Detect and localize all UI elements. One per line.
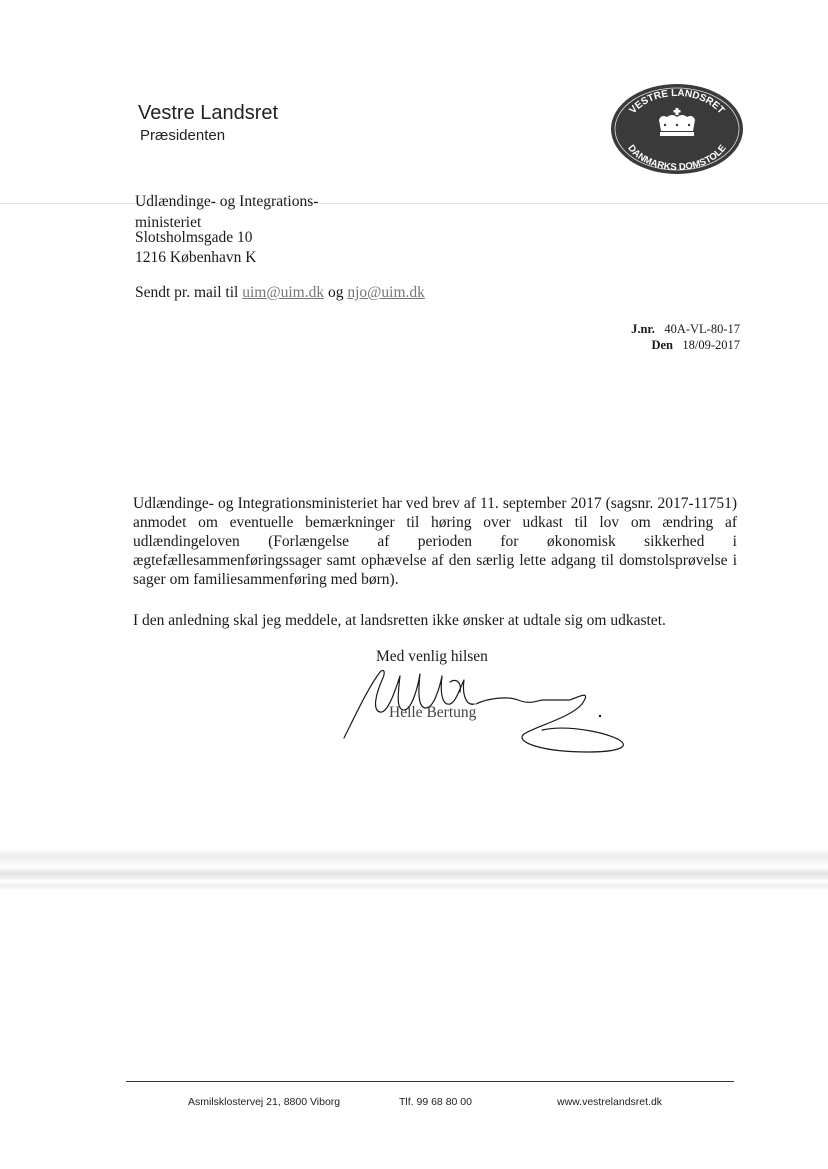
seal-top-text: VESTRE LANDSRET — [627, 87, 727, 117]
sent-by-conjunction: og — [327, 284, 344, 301]
footer-website[interactable]: www.vestrelandsret.dk — [557, 1096, 663, 1108]
handwritten-signature — [338, 658, 638, 758]
letter-date-label: Den — [651, 338, 673, 352]
seal-bottom-text: DANMARKS DOMSTOLE — [625, 142, 729, 174]
recipient-address-line: 1216 København K — [135, 249, 257, 266]
footer-phone: Tlf. 99 68 80 00 — [399, 1096, 472, 1108]
sent-by-prefix: Sendt pr. mail til — [135, 284, 239, 301]
court-seal — [609, 82, 745, 176]
recipient-address-line: Udlændinge- og Integrations- — [135, 193, 319, 210]
sent-by-mail — [135, 284, 425, 302]
letter-date — [651, 338, 740, 353]
signer-name: Helle Bertung — [389, 704, 477, 721]
journal-number — [631, 322, 740, 337]
footer-address: Asmilsklostervej 21, 8800 Viborg — [188, 1096, 341, 1108]
recipient-address-line: Slotsholmsgade 10 — [135, 229, 253, 246]
journal-number-label: J.nr. — [631, 322, 655, 336]
email-link-uim[interactable]: uim@uim.dk — [242, 284, 325, 301]
scan-artifact-band — [0, 848, 828, 890]
body-paragraph: I den anledning skal jeg meddele, at landsretten ikke ønsker at udtale sig om udkastet. — [133, 612, 666, 629]
footer-divider — [126, 1081, 734, 1082]
scan-artifact-line — [0, 203, 828, 204]
office-title: Præsidenten — [140, 127, 226, 144]
journal-number-value: 40A-VL-80-17 — [664, 322, 740, 336]
court-name: Vestre Landsret — [138, 102, 279, 124]
recipient-address-line: ministeriet — [135, 214, 202, 231]
body-paragraph: Udlændinge- og Integrationsministeriet har ved brev af 11. september 2017 (sagsnr. 2017-11751) anmodet om eventuelle bemærkninger til høring over udkast til lov om ændring af udlændingeloven (Forlængelse af perioden for økonomisk sikkerhed i ægtefællesammenføringssager samt ophævelse af den særlig lette adgang til domstolsprøvelse i sager om familiesammenføring med børn). — [133, 495, 737, 588]
email-link-njo[interactable]: njo@uim.dk — [347, 284, 425, 301]
closing-greeting: Med venlig hilsen — [376, 648, 488, 665]
letter-date-value: 18/09-2017 — [682, 338, 740, 352]
